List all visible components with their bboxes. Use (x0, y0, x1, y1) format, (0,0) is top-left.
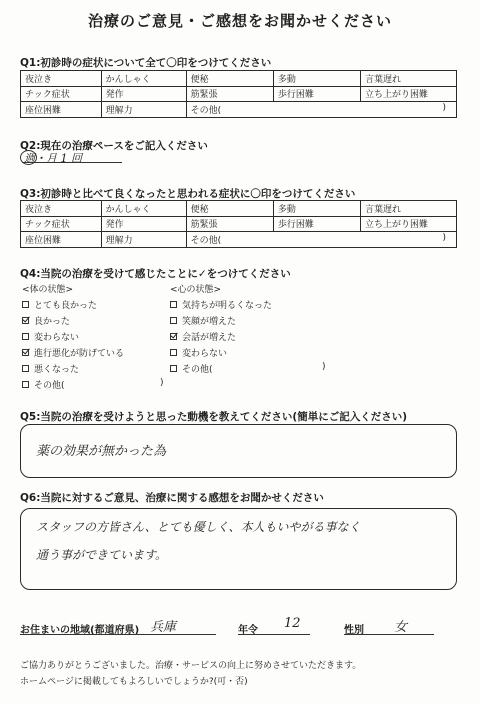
checkbox-item[interactable] (22, 314, 70, 327)
checkbox-label: 会話が増えた (182, 333, 237, 343)
q3-cell[interactable]: 座位困難 (21, 232, 102, 248)
checkbox-label: 悪くなった (34, 365, 80, 375)
region-value[interactable]: 兵庫 (150, 620, 177, 635)
q3-heading: Q3:初診時と比べて良くなったと思われる症状に〇印をつけてください (20, 188, 356, 200)
age-underline (238, 634, 310, 635)
q6-answer-line2: 通う事ができています。 (36, 548, 168, 562)
checkbox-item[interactable] (170, 330, 236, 343)
age-label: 年令 (238, 625, 258, 636)
q3-other-close: ) (442, 233, 446, 243)
checkbox-item[interactable] (170, 298, 272, 311)
q4-heading: Q4:当院の治療を受けて感じたことに✓をつけてください (20, 268, 291, 280)
q2-answer-line (22, 162, 122, 163)
checkbox-unchecked[interactable] (22, 301, 29, 308)
q5-heading: Q5:当院の治療を受けようと思った動機を教えてください(簡単にご記入ください) (20, 411, 408, 423)
q3-cell[interactable]: かんしゃく (101, 201, 186, 217)
q4-mind-heading: <心の状態> (170, 285, 222, 295)
q3-other-label: その他( (190, 235, 222, 246)
q3-cell[interactable]: 歩行困難 (273, 216, 360, 232)
checkbox-item[interactable] (22, 330, 79, 343)
checkbox-label: とても良かった (34, 301, 98, 311)
checkbox-label: その他( (182, 365, 213, 375)
q1-cell[interactable]: かんしゃく (101, 71, 186, 87)
checkbox-checked[interactable] (22, 317, 29, 324)
footer-permission: ホームページに掲載してもよろしいでしょうか?(可・否) (20, 677, 248, 687)
sex-label: 性別 (344, 625, 364, 636)
q1-cell[interactable]: 便秘 (186, 71, 273, 87)
footer-thanks: ご協力ありがとうございました。治療・サービスの向上に努めさせていただきます。 (20, 661, 362, 671)
q3-other-cell[interactable] (186, 232, 456, 248)
page-title: 治療のご意見・ご感想をお聞かせください (87, 12, 392, 30)
checkbox-label: 変わらない (182, 349, 228, 359)
checkbox-checked[interactable] (22, 349, 29, 356)
q1-cell[interactable]: 立ち上がり困難 (361, 86, 457, 102)
checkbox-item[interactable] (22, 298, 97, 311)
q1-cell[interactable]: 座位困難 (21, 102, 102, 118)
q4-body-heading: <体の状態> (22, 285, 74, 295)
checkbox-label: 気持ちが明るくなった (182, 301, 273, 311)
q3-cell[interactable]: 夜泣き (21, 201, 102, 217)
q1-symptom-table (20, 70, 457, 118)
sex-value[interactable]: 女 (394, 620, 408, 635)
checkbox-item[interactable] (22, 346, 124, 359)
q3-cell[interactable]: 理解力 (101, 232, 186, 248)
q2-heading: Q2:現在の治療ペースをご記入ください (20, 140, 208, 152)
q1-cell[interactable]: 多動 (273, 71, 360, 87)
q1-cell[interactable]: 夜泣き (21, 71, 102, 87)
q3-cell[interactable]: 立ち上がり困難 (361, 216, 457, 232)
q1-other-cell[interactable] (186, 102, 456, 118)
q1-cell[interactable]: 歩行困難 (273, 86, 360, 102)
checkbox-label: 良かった (34, 317, 71, 327)
sex-underline (344, 634, 434, 635)
checkbox-label: 変わらない (34, 333, 80, 343)
checkbox-checked[interactable] (170, 333, 177, 340)
q1-cell[interactable]: 言葉遅れ (361, 71, 457, 87)
q1-heading: Q1:初診時の症状について全て〇印をつけてください (20, 57, 272, 69)
q1-cell[interactable]: 筋緊張 (186, 86, 273, 102)
q3-cell[interactable]: 発作 (101, 216, 186, 232)
region-label: お住まいの地域(都道府県) (20, 625, 140, 636)
checkbox-unchecked[interactable] (170, 317, 177, 324)
q6-heading: Q6:当院に対するご意見、治療に関する感想をお聞かせください (20, 492, 324, 504)
q1-cell[interactable]: 発作 (101, 86, 186, 102)
region-underline (20, 634, 216, 635)
checkbox-label: 笑顔が増えた (182, 317, 237, 327)
checkbox-unchecked[interactable] (22, 333, 29, 340)
q3-symptom-table (20, 200, 457, 248)
q3-cell[interactable]: 筋緊張 (186, 216, 273, 232)
checkbox-item[interactable] (170, 346, 227, 359)
q3-cell[interactable]: チック症状 (21, 216, 102, 232)
checkbox-unchecked[interactable] (22, 381, 29, 388)
checkbox-unchecked[interactable] (22, 365, 29, 372)
checkbox-item[interactable] (170, 314, 236, 327)
q1-other-close: ) (442, 103, 446, 113)
q6-answer-line1: スタッフの方皆さん、とても優しく、本人もいやがる事なく (36, 520, 361, 534)
checkbox-item[interactable] (22, 362, 79, 375)
checkbox-unchecked[interactable] (170, 349, 177, 356)
checkbox-unchecked[interactable] (170, 301, 177, 308)
age-value[interactable]: 12 (284, 616, 301, 631)
checkbox-item[interactable] (170, 362, 213, 375)
q5-answer: 薬の効果が無かった為 (36, 444, 167, 459)
q1-cell[interactable]: チック症状 (21, 86, 102, 102)
q3-cell[interactable]: 多動 (273, 201, 360, 217)
q4-body-other-close: ) (160, 378, 164, 388)
q4-mind-other-close: ) (322, 362, 326, 372)
checkbox-label: 進行悪化が防げている (34, 349, 125, 359)
q3-cell[interactable]: 言葉遅れ (361, 201, 457, 217)
q3-cell[interactable]: 便秘 (186, 201, 273, 217)
q1-cell[interactable]: 理解力 (101, 102, 186, 118)
checkbox-unchecked[interactable] (170, 365, 177, 372)
q1-other-label: その他( (190, 105, 222, 116)
checkbox-item[interactable] (22, 378, 65, 391)
checkbox-label: その他( (34, 381, 65, 391)
q2-answer: 週・月 1 回 (24, 152, 82, 165)
